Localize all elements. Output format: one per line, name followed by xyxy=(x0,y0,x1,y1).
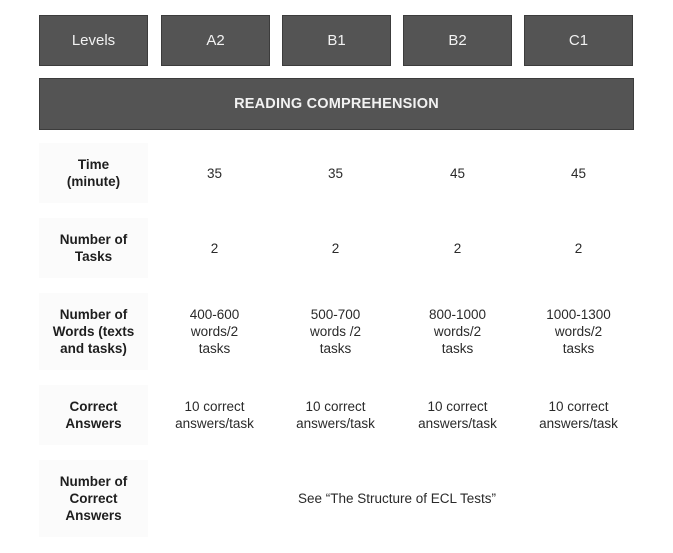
cell-words-a2: 400-600 words/2 tasks xyxy=(189,307,240,356)
level-label: A2 xyxy=(206,32,225,49)
level-label: C1 xyxy=(568,32,589,49)
level-header-c1 xyxy=(524,15,633,66)
cell-time-c1: 45 xyxy=(570,165,587,181)
level-label: B1 xyxy=(327,32,346,49)
level-header-b2 xyxy=(403,15,512,66)
cell-correct-c1: 10 correct answers/task xyxy=(539,399,618,431)
cell-words-b1: 500-700 words /2 tasks xyxy=(309,307,362,356)
cell-tasks-b1: 2 xyxy=(331,240,340,256)
level-label: B2 xyxy=(448,32,467,49)
cell-time-b2: 45 xyxy=(449,165,466,181)
level-header-b1 xyxy=(282,15,391,66)
structure-reference-text: See “The Structure of ECL Tests” xyxy=(297,491,497,506)
level-header-a2 xyxy=(161,15,270,66)
section-title-bar xyxy=(39,78,634,130)
row-label-number-correct: Number of Correct Answers xyxy=(39,460,148,537)
cell-correct-b1: 10 correct answers/task xyxy=(296,399,375,431)
cell-time-b1: 35 xyxy=(327,165,344,181)
table-row-correct-answers xyxy=(39,385,634,445)
row-label-time: Time (minute) xyxy=(39,143,148,203)
row-label-tasks: Number of Tasks xyxy=(39,218,148,278)
section-title: READING COMPREHENSION xyxy=(234,96,439,112)
levels-header-label: Levels xyxy=(71,32,116,49)
cell-correct-a2: 10 correct answers/task xyxy=(175,399,254,431)
cell-time-a2: 35 xyxy=(206,165,223,181)
table-row-time xyxy=(39,143,634,203)
cell-correct-b2: 10 correct answers/task xyxy=(418,399,497,431)
cell-tasks-a2: 2 xyxy=(210,240,219,256)
cell-words-b2: 800-1000 words/2 tasks xyxy=(428,307,487,356)
table-row-tasks xyxy=(39,218,634,278)
table-row-words xyxy=(39,293,634,370)
cell-tasks-c1: 2 xyxy=(574,240,583,256)
cell-words-c1: 1000-1300 words/2 tasks xyxy=(546,307,611,356)
row-label-correct-answers: Correct Answers xyxy=(39,385,148,445)
levels-header-cell xyxy=(39,15,148,66)
table-row-number-correct xyxy=(39,460,634,537)
cell-tasks-b2: 2 xyxy=(453,240,462,256)
row-label-words: Number of Words (texts and tasks) xyxy=(39,293,148,370)
